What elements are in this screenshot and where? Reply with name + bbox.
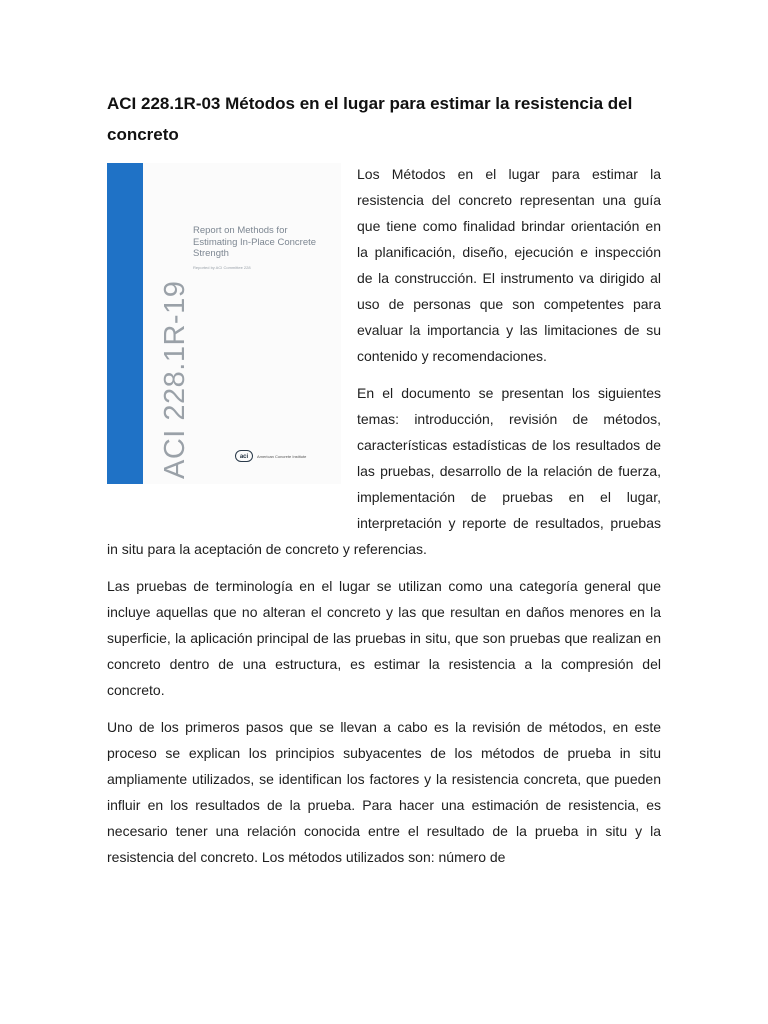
aci-logo-text: American Concrete Institute — [257, 453, 307, 459]
paragraph-3: Las pruebas de terminología en el lugar se utilizan como una categoría general que incluye aquellas que no alteran el concreto y las que resultan en daños menores en la superficie, la aplicación principal de las pruebas in situ, que son pruebas que realizan en concreto dentro de una estructura, es estimar la resistencia a la compresión del concreto. — [107, 578, 661, 698]
paragraph-4: Uno de los primeros pasos que se llevan a cabo es la revisión de métodos, en este proceso se explican los principios subyacentes de los métodos de prueba in situ ampliamente utilizados, se identifican los factores y la resistencia concreta, que pueden influir en los resultados de la prueba. Para hacer una estimación de resistencia, es necesario tener una relación conocida entre el resultado de la prueba in situ y la resistencia del concreto. Los métodos utilizados son: número de — [107, 719, 661, 865]
cover-document-code: ACI 228.1R-19 — [159, 280, 191, 479]
aci-logo — [235, 450, 306, 462]
document-page — [107, 88, 661, 881]
paragraph-1: Los Métodos en el lugar para estimar la resistencia del concreto representan una guía que tiene como finalidad brindar orientación en la planificación, diseño, ejecución e inspección de la construcción. El instrumento va dirigido al uso de personas que son competentes para evaluar la importancia y las limitaciones de su contenido y recomendaciones. — [357, 166, 661, 364]
report-cover-image — [107, 163, 341, 484]
aci-logo-icon: aci — [235, 450, 253, 462]
cover-image-wrapper — [107, 161, 357, 511]
document-title: ACI 228.1R-03 Métodos en el lugar para estimar la resistencia del concreto — [107, 94, 633, 144]
cover-blue-bar — [107, 163, 143, 484]
cover-report-subtitle: Reported by ACI Committee 228 — [193, 265, 251, 270]
paragraph-2: En el documento se presentan los siguientes temas: introducción, revisión de métodos, características estadísticas de los resultados de las pruebas, desarrollo de la relación de fuerza, implementación de pruebas en el lugar, interpretación y reporte de resultados, pruebas in situ para la aceptación de concreto y referencias. — [107, 385, 661, 557]
cover-report-title: Report on Methods for Estimating In-Place Concrete Strength — [193, 225, 317, 259]
